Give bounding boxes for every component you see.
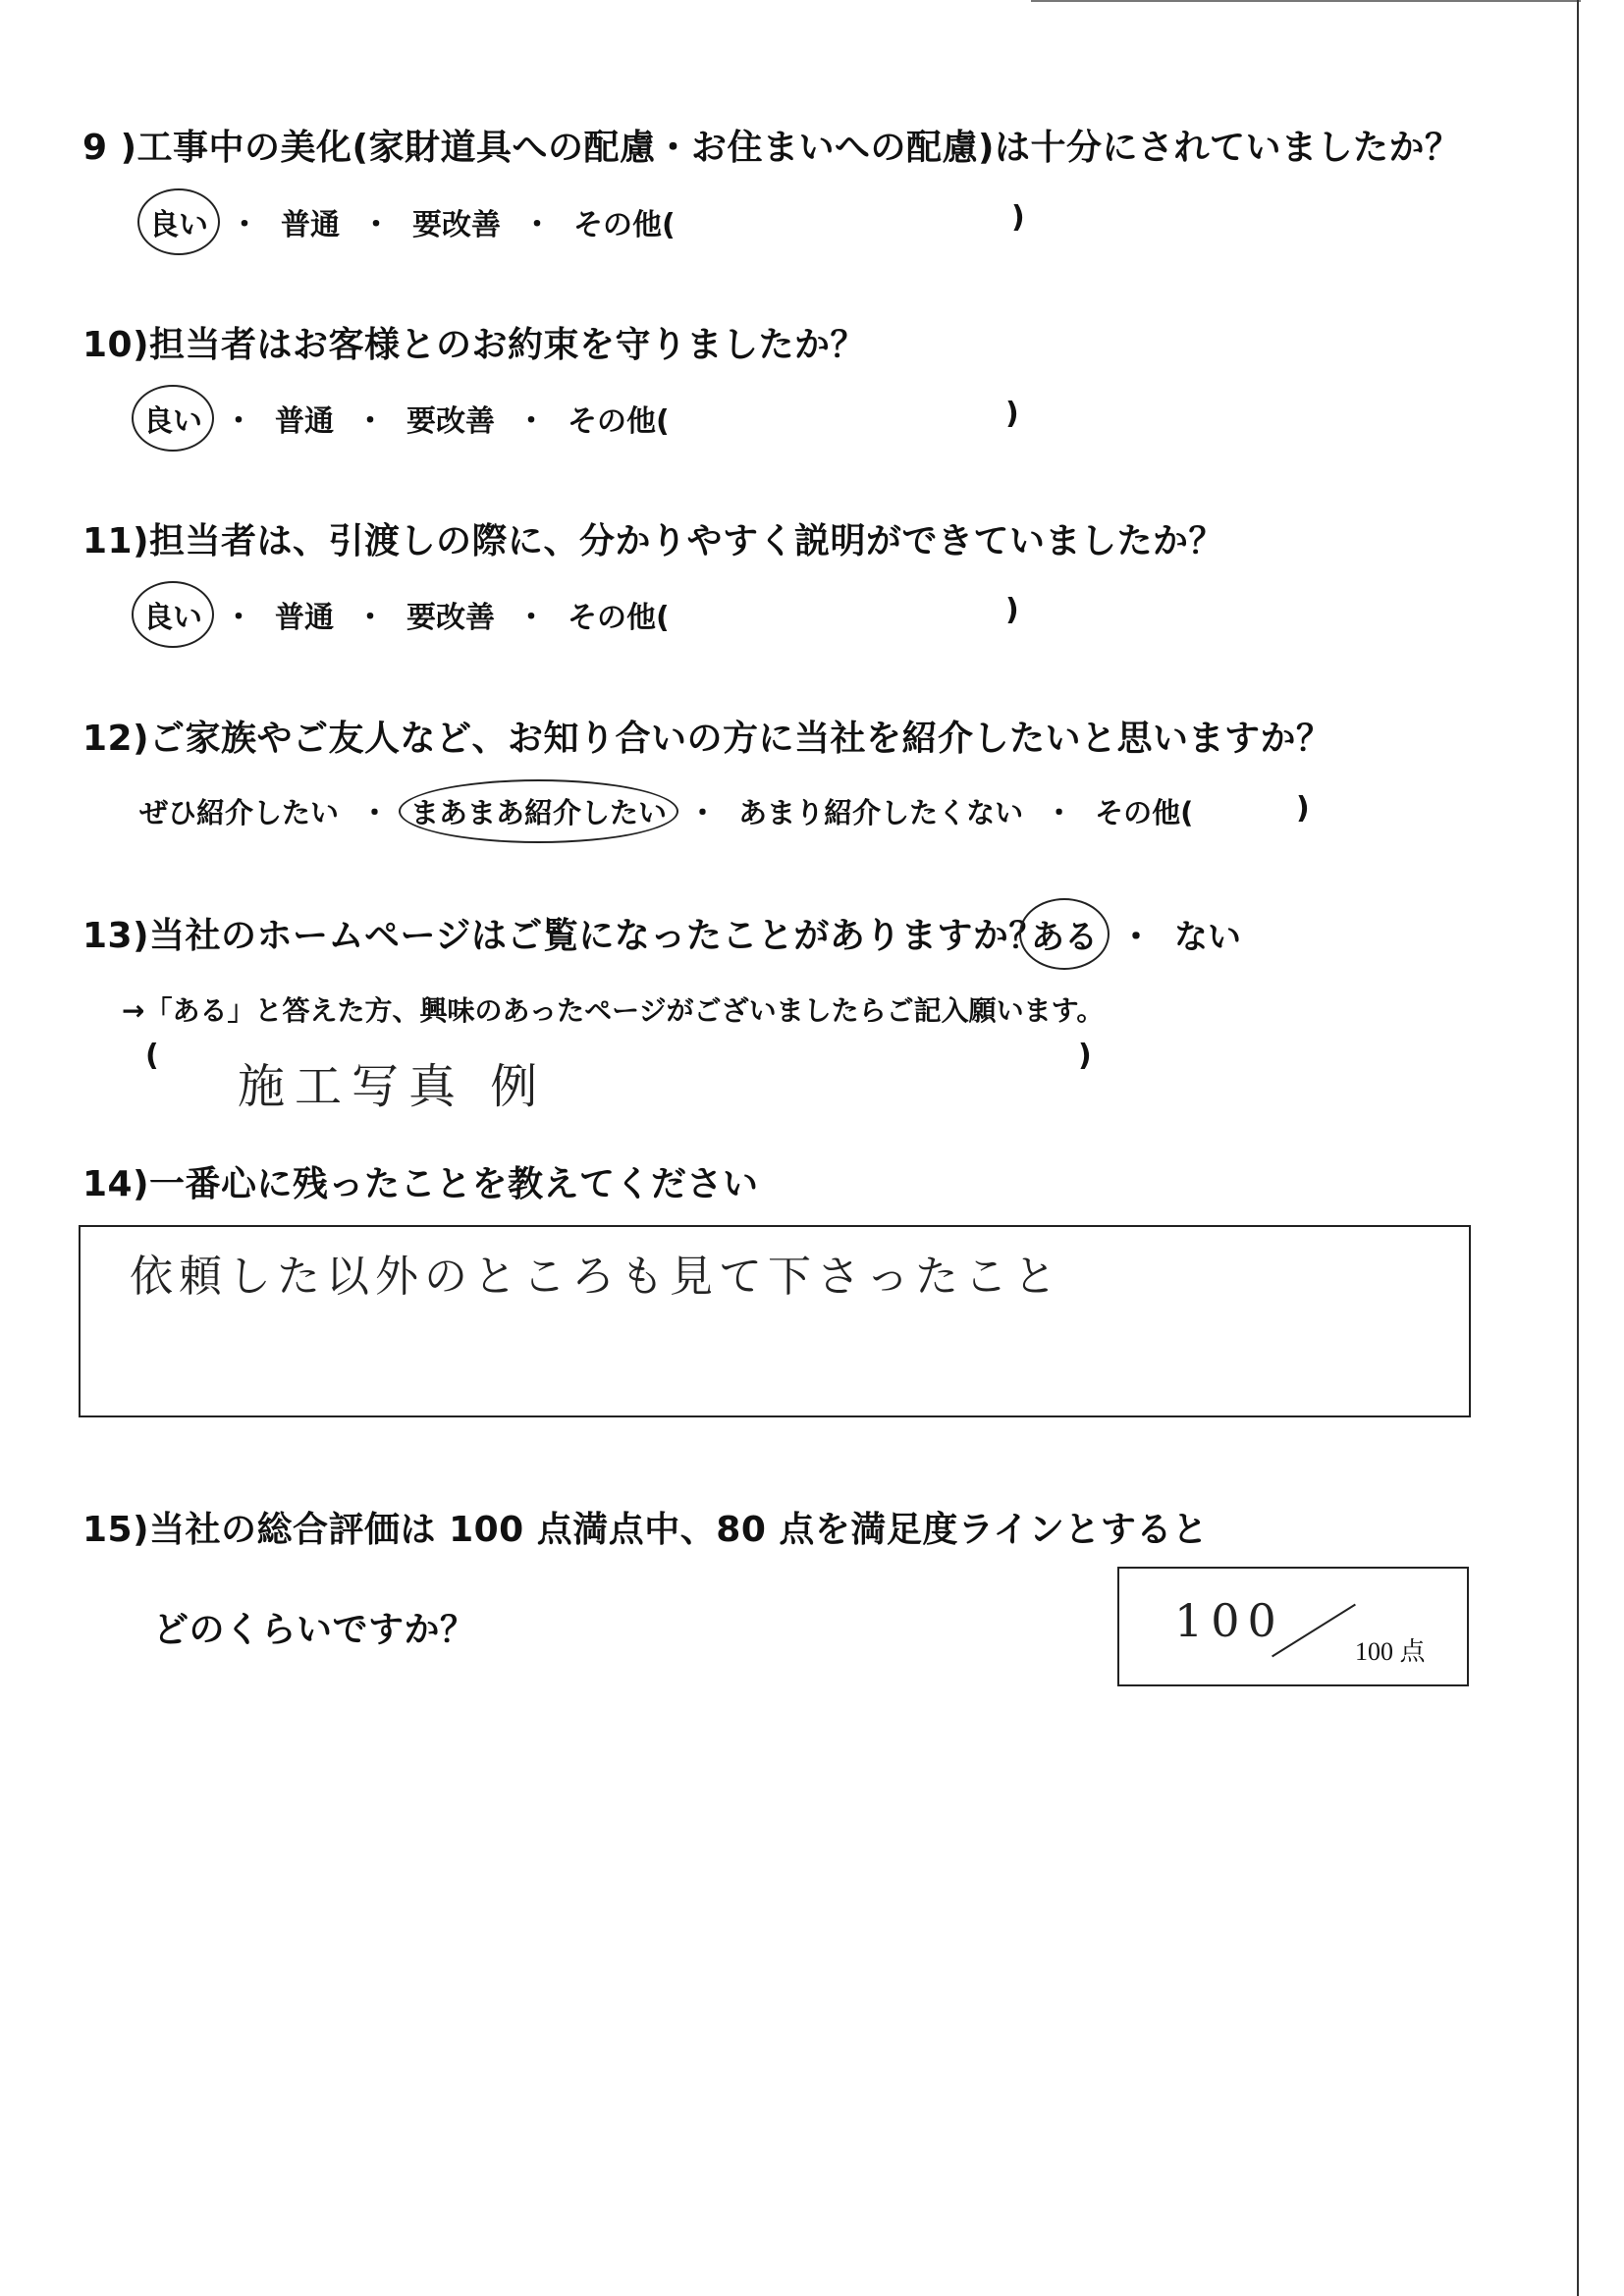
score-box: [1117, 1567, 1469, 1686]
question-10: 10)担当者はお客様とのお約束を守りましたか？: [82, 325, 867, 365]
separator: ・: [522, 208, 552, 242]
question-11: 11)担当者は、引渡しの際に、分かりやすく説明ができていましたか？: [82, 521, 1225, 561]
separator: ・: [360, 796, 390, 829]
option-other[interactable]: その他(: [568, 404, 670, 439]
option-yes-selected[interactable]: ある: [1031, 910, 1098, 958]
option-good-selected[interactable]: 良い: [143, 593, 202, 636]
option-good-selected[interactable]: 良い: [143, 397, 202, 440]
option-normal[interactable]: 普通: [281, 208, 340, 242]
option-other[interactable]: その他(: [568, 601, 670, 635]
question-11-options: [143, 593, 670, 636]
question-15: 15)当社の総合評価は 100 点満点中、80 点を満足度ラインとすると: [82, 1510, 1209, 1550]
other-close-paren: ): [1005, 593, 1019, 627]
other-close-paren: ): [1011, 200, 1025, 235]
separator: ・: [361, 208, 391, 242]
separator: ・: [1119, 918, 1153, 957]
option-no[interactable]: ない: [1174, 918, 1241, 957]
option-needs-improvement[interactable]: 要改善: [406, 601, 495, 635]
scan-edge-right: [1577, 0, 1579, 2296]
question-15-line2: どのくらいですか？: [153, 1610, 476, 1650]
question-14: 14)一番心に残ったことを教えてください: [82, 1164, 759, 1204]
answer-open-paren: (: [145, 1039, 159, 1073]
separator: ・: [355, 601, 385, 635]
score-max-label: 100 点: [1355, 1637, 1426, 1666]
separator: ・: [688, 796, 718, 829]
question-12: 12)ご家族やご友人など、お知り合いの方に当社を紹介したいと思いますか？: [82, 719, 1332, 759]
question-9-options: [149, 200, 676, 243]
handwritten-memorable-answer: 依頼した以外のところも見て下さったこと: [130, 1252, 1062, 1302]
question-9: 9 )工事中の美化(家財道具への配慮・お住まいへの配慮)は十分にされていましたか？: [82, 128, 1461, 168]
scan-edge-top: [1031, 0, 1581, 2]
option-other[interactable]: その他(: [573, 208, 676, 242]
other-close-paren: ): [1005, 397, 1019, 431]
option-normal[interactable]: 普通: [275, 404, 334, 439]
question-13: 13)当社のホームページはご覧になったことがありますか？: [82, 916, 1045, 956]
separator: ・: [1045, 796, 1074, 829]
option-normal[interactable]: 普通: [275, 601, 334, 635]
separator: ・: [224, 404, 253, 439]
option-somewhat-recommend-selected[interactable]: まあまあ紹介したい: [410, 791, 667, 831]
handwritten-score: 100: [1174, 1594, 1284, 1647]
option-good-selected[interactable]: 良い: [149, 200, 208, 243]
option-other[interactable]: その他(: [1095, 796, 1194, 829]
option-not-really-recommend[interactable]: あまり紹介したくない: [738, 796, 1024, 829]
separator: ・: [230, 208, 259, 242]
question-12-options: [139, 791, 1193, 831]
question-13-options: [1031, 910, 1241, 958]
handwritten-page-of-interest: 施工写真 例: [238, 1059, 548, 1114]
option-needs-improvement[interactable]: 要改善: [406, 404, 495, 439]
separator: ・: [516, 601, 546, 635]
answer-close-paren: ): [1078, 1039, 1092, 1073]
question-13-note: →「ある」と答えた方、興味のあったページがございましたらご記入願います。: [122, 994, 1105, 1027]
option-needs-improvement[interactable]: 要改善: [412, 208, 501, 242]
other-close-paren: ): [1296, 791, 1310, 826]
option-definitely-recommend[interactable]: ぜひ紹介したい: [139, 796, 340, 829]
question-10-options: [143, 397, 670, 440]
separator: ・: [516, 404, 546, 439]
separator: ・: [355, 404, 385, 439]
separator: ・: [224, 601, 253, 635]
